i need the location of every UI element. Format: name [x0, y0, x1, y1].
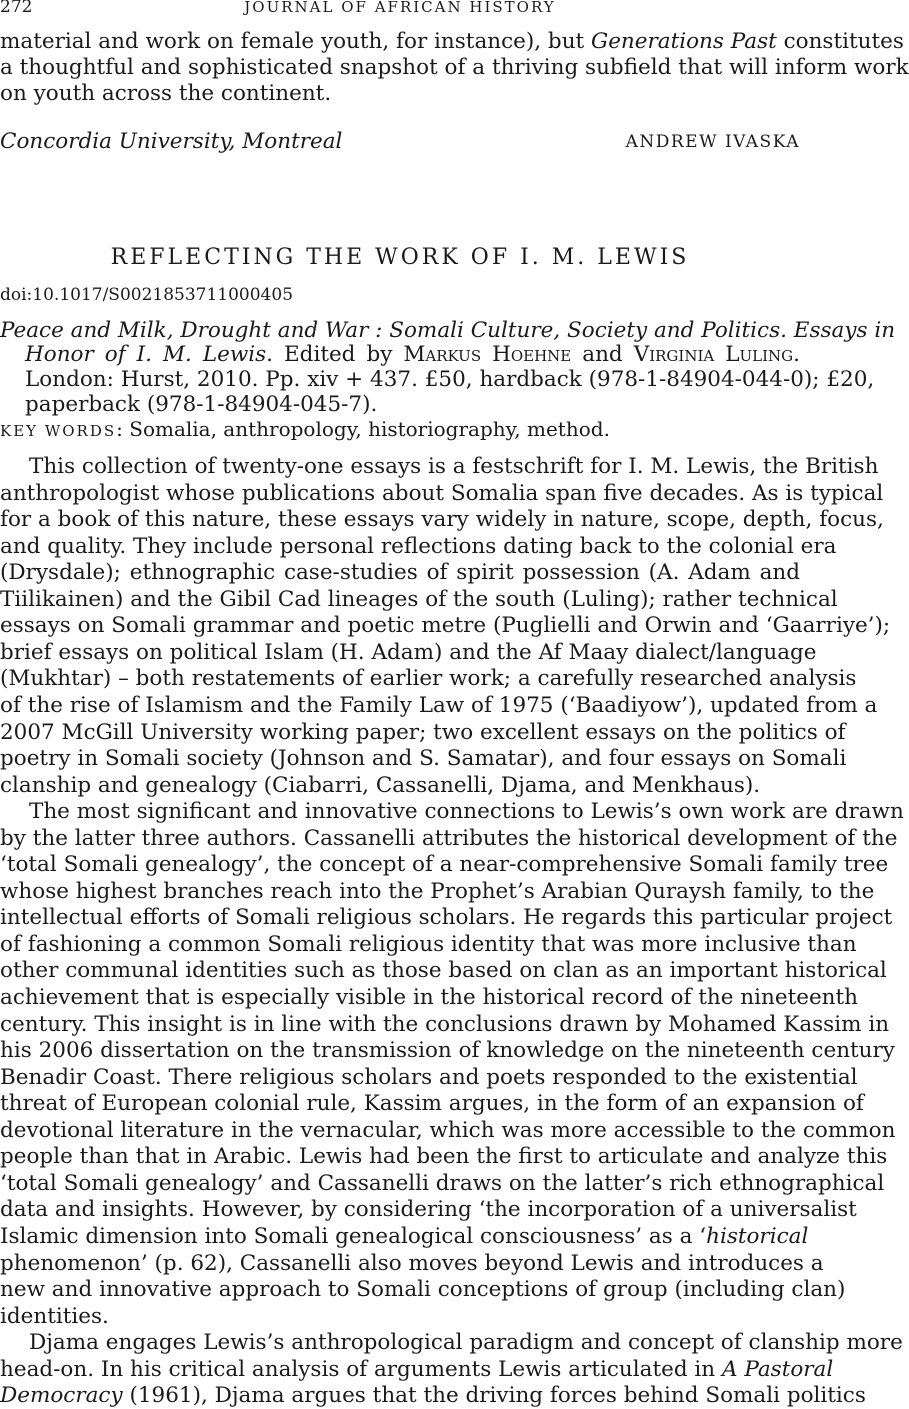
body-line: his 2006 dissertation on the transmission of knowledge on the nineteenth century: [0, 1038, 895, 1064]
body-line: (Mukhtar) – both restatements of earlier work; a carefully researched analysis: [0, 666, 857, 692]
body-line: century. This insight is in line with the conclusions drawn by Mohamed Kassim in: [0, 1011, 890, 1037]
body-line: of fashioning a common Somali religious identity that was more inclusive than: [0, 931, 857, 957]
body-line: ‘total Somali genealogy’, the concept of a near-comprehensive Somali family tree: [0, 852, 889, 878]
body-line: and quality. They include personal reflections dating back to the colonial era: [0, 533, 837, 559]
body-line: This collection of twenty-one essays is a festschrift for I. M. Lewis, the British: [29, 454, 879, 479]
doi[interactable]: doi:10.1017/S0021853711000405: [0, 285, 294, 305]
journal-title: JOURNAL OF AFRICAN HISTORY: [244, 0, 556, 16]
citation-line: Peace and Milk, Drought and War : Somali Culture, Society and Politics. Essays in: [0, 318, 896, 343]
body-line: other communal identities such as those based on clan as an important historical: [0, 958, 887, 984]
prev-review-line: on youth across the continent.: [0, 81, 332, 106]
body-line: Democracy (1961), Djama argues that the driving forces behind Somali politics: [0, 1383, 866, 1409]
body-line: by the latter three authors. Cassanelli attributes the historical development of the: [0, 825, 898, 851]
body-line: anthropologist whose publications about Somalia span five decades. As is typical: [0, 480, 884, 506]
body-line: whose highest branches reach into the Prophet’s Arabian Quraysh family, to the: [0, 878, 875, 904]
body-line: (Drysdale); ethnographic case-studies of spirit possession (A. Adam and: [0, 560, 800, 586]
body-line: of the rise of Islamism and the Family Law of 1975 (‘Baadiyow’), updated from a: [0, 692, 878, 718]
keywords: [0, 416, 610, 444]
citation-line: paperback (978-1-84904-045-7).: [25, 392, 378, 417]
citation-line: Honor of I. M. Lewis. Edited by Markus Hoehne and Virginia Luling.: [25, 342, 800, 367]
body-line: Benadir Coast. There religious scholars and poets responded to the existential: [0, 1064, 858, 1090]
body-line: The most significant and innovative connections to Lewis’s own work are drawn: [29, 799, 904, 825]
reviewer-name: ANDREW IVASKA: [625, 132, 800, 152]
citation-line: London: Hurst, 2010. Pp. xiv + 437. £50, hardback (978-1-84904-044-0); £20,: [25, 367, 875, 392]
prev-review-line: material and work on female youth, for instance), but Generations Past constitutes: [0, 29, 904, 54]
body-line: poetry in Somali society (Johnson and S. Samatar), and four essays on Somali: [0, 746, 847, 772]
body-line: intellectual efforts of Somali religious scholars. He regards this particular project: [0, 905, 893, 931]
body-line: brief essays on political Islam (H. Adam) and the Af Maay dialect/language: [0, 639, 817, 665]
body-line: data and insights. However, by considering ‘the incorporation of a universalist: [0, 1197, 857, 1223]
keywords-label: KEY WORDS: [0, 422, 117, 440]
body-line: new and innovative approach to Somali conceptions of group (including clan): [0, 1277, 846, 1303]
body-line: head-on. In his critical analysis of arguments Lewis articulated in A Pastoral: [0, 1356, 834, 1382]
page-number: 272: [0, 0, 33, 17]
review-heading: REFLECTING THE WORK OF I. M. LEWIS: [110, 245, 690, 270]
body-line: essays on Somali grammar and poetic metre (Puglielli and Orwin and ‘Gaarriye’);: [0, 613, 891, 639]
reviewer-affiliation: Concordia University, Montreal: [0, 129, 343, 154]
body-line: Islamic dimension into Somali genealogical consciousness’ as a ‘historical: [0, 1223, 809, 1249]
body-line: achievement that is especially visible in the historical record of the nineteenth: [0, 985, 858, 1010]
body-line: for a book of this nature, these essays vary widely in nature, scope, depth, focus,: [0, 507, 884, 533]
body-line: ‘total Somali genealogy’ and Cassanelli draws on the latter’s rich ethnographical: [0, 1170, 885, 1196]
body-line: Tiilikainen) and the Gibil Cad lineages of the south (Luling); rather technical: [0, 586, 838, 612]
body-line: identities.: [0, 1303, 109, 1329]
body-line: threat of European colonial rule, Kassim argues, in the form of an expansion of: [0, 1091, 864, 1117]
body-line: 2007 McGill University working paper; two excellent essays on the politics of: [0, 719, 846, 745]
prev-review-line: a thoughtful and sophisticated snapshot of a thriving subfield that will inform work: [0, 55, 909, 80]
body-line: people than that in Arabic. Lewis had been the first to articulate and analyze this: [0, 1144, 888, 1170]
body-line: clanship and genealogy (Ciabarri, Cassanelli, Djama, and Menkhaus).: [0, 772, 761, 798]
running-head: [0, 0, 800, 18]
body-line: Djama engages Lewis’s anthropological paradigm and concept of clanship more: [29, 1330, 903, 1356]
keywords-list: : Somalia, anthropology, historiography, method.: [116, 417, 610, 441]
body-line: phenomenon’ (p. 62), Cassanelli also moves beyond Lewis and introduces a: [0, 1250, 824, 1276]
body-line: devotional literature in the vernacular, which was more accessible to the common: [0, 1117, 896, 1143]
